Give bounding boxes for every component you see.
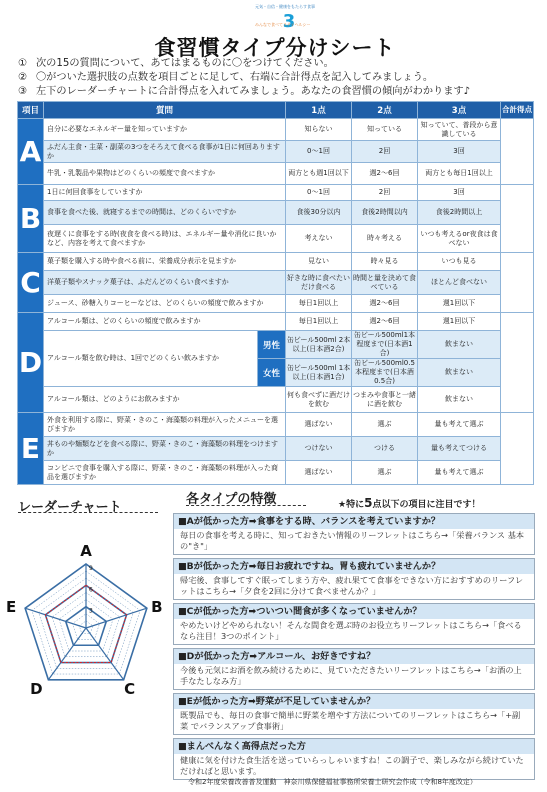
feature-head: ■Eが低かった方➡野菜が不足していませんか？ (174, 694, 534, 709)
header-question: 質問 (44, 102, 286, 119)
table-row (18, 271, 534, 295)
radar-tick-label: 6 (89, 586, 93, 594)
option-2pt[interactable]: 2回 (352, 141, 418, 163)
table-row (18, 413, 534, 437)
instruction-2: ② 〇がついた選択肢の点数を項目ごとに足して、右端に合計得点を記入してみましょう。 (18, 72, 434, 83)
option-2pt[interactable]: つける (352, 437, 418, 461)
header-3pt: 3点 (418, 102, 501, 119)
option-2pt[interactable]: 週2～6回 (352, 163, 418, 185)
radar-chart (0, 520, 172, 720)
option-3pt[interactable]: 量も考えて選ぶ (418, 461, 501, 485)
radar-tick-label: 9 (89, 565, 93, 572)
table-row (18, 141, 534, 163)
option-3pt[interactable]: ほとんど食べない (418, 271, 501, 295)
feature-box-all-high (173, 738, 535, 780)
option-3pt[interactable]: 週1回以下 (418, 313, 501, 331)
total-score-b[interactable] (501, 185, 534, 253)
question: アルコール類は、どのくらいの頻度で飲みますか (44, 313, 286, 331)
feature-box-a (173, 513, 535, 555)
feature-head: ■Cが低かった方➡ついつい間食が多くなっていませんか？ (174, 604, 534, 619)
table-row (18, 253, 534, 271)
option-3pt[interactable]: 飲まない (418, 331, 501, 359)
option-3pt[interactable]: 週1回以下 (418, 295, 501, 313)
attention-note: ★特に5点以下の項目に注目です！ (338, 496, 481, 510)
table-row (18, 185, 534, 201)
radar-spoke (86, 608, 147, 628)
feature-body: 毎日の食事を考える時に、知っておきたい情報のリーフレットはこちら→「栄養バランス 基本の"き"」 (180, 530, 525, 551)
table-row (18, 201, 534, 225)
feature-box-d (173, 648, 535, 690)
group-label-b: B (18, 185, 44, 253)
feature-body: 今後も元気にお酒を飲み続けるために、見ていただきたいリーフレットはこちら→「お酒の上手なたしなみ方」 (180, 665, 522, 686)
table-row (18, 331, 534, 359)
radar-heading-underline (18, 512, 158, 513)
option-3pt[interactable]: 両方とも毎日1回以上 (418, 163, 501, 185)
question: 菓子類を購入する時や食べる前に、栄養成分表示を見ますか (44, 253, 286, 271)
option-2pt[interactable]: 時々見る (352, 253, 418, 271)
option-3pt[interactable]: いつも考えるor夜食は食べない (418, 225, 501, 253)
feature-head: ■Dが低かった方➡アルコール、お好きですね？ (174, 649, 534, 664)
radar-axis-label: B (151, 598, 163, 617)
option-2pt[interactable]: 2回 (352, 185, 418, 201)
option-1pt[interactable]: 毎日1回以上 (286, 313, 352, 331)
option-1pt[interactable]: 選ばない (286, 413, 352, 437)
option-1pt[interactable]: 知らない (286, 119, 352, 141)
question: 食事を食べた後、就寝するまでの時間は、どのくらいですか (44, 201, 286, 225)
question: アルコール類は、どのようにお飲みますか (44, 387, 286, 413)
option-3pt[interactable]: 飲まない (418, 387, 501, 413)
header-total: 合計得点 (501, 102, 534, 119)
option-2pt[interactable]: 食後2時間以内 (352, 201, 418, 225)
option-1pt[interactable]: 見ない (286, 253, 352, 271)
logo-text-top: 元気・自信・健康をもたらす食事 (255, 4, 315, 9)
option-1pt[interactable]: 何も食べずに酒だけを飲む (286, 387, 352, 413)
question: 夜遅くに食事をする時(夜食を食べる時)は、エネルギー量や消化に良いかなど、内容を考えて食べますか (44, 225, 286, 253)
question: 牛乳・乳製品や果物はどのくらいの頻度で食べますか (44, 163, 286, 185)
instruction-3: ③ 左下のレーダーチャートに合計得点を入れてみましょう。あなたの食習慣の傾向がわかります♪ (18, 86, 471, 97)
feature-head: ■Aが低かった方➡食事をする時、バランスを考えていますか？ (174, 514, 534, 529)
header-item: 項目 (18, 102, 44, 119)
sub-label-male: 男性 (258, 331, 286, 359)
option-3pt[interactable]: いつも見る (418, 253, 501, 271)
table-row (18, 461, 534, 485)
question: ふだん主食・主菜・副菜の3つをそろえて食べる食事が1日に何回ありますか (44, 141, 286, 163)
total-score-e[interactable] (501, 413, 534, 485)
question: 1日に何回食事をしていますか (44, 185, 286, 201)
feature-body: やめたいけどやめられない！そんな間食を選ぶ時のお役立ちリーフレットはこちら→「食べるなら注目！3つのポイント」 (180, 620, 522, 641)
radar-axis-label: C (124, 679, 136, 698)
table-row (18, 225, 534, 253)
radar-spoke (86, 628, 124, 680)
question: 外食を利用する際に、野菜・きのこ・海藻類の料理が入ったメニューを選びますか (44, 413, 286, 437)
feature-box-e (173, 693, 535, 735)
option-1pt[interactable]: 選ばない (286, 461, 352, 485)
feature-box-b (173, 558, 535, 600)
feature-head: ■Bが低かった方➡毎日お疲れですね。胃も疲れていませんか？ (174, 559, 534, 574)
logo-number: 3 (282, 11, 296, 32)
questionnaire-table (17, 101, 534, 485)
group-label-e: E (18, 413, 44, 485)
table-row (18, 295, 534, 313)
option-3pt[interactable]: 食後2時間以上 (418, 201, 501, 225)
page-title: 食習慣タイプ分けシート (154, 36, 396, 60)
question: アルコール類を飲む時は、1回でどのくらい飲みますか (44, 331, 258, 387)
campaign-logo (255, 4, 325, 34)
option-3pt[interactable]: 3回 (418, 185, 501, 201)
option-1pt[interactable]: 缶ビール500ml 2本以上(日本酒2合) (286, 331, 352, 359)
radar-axis-label: A (80, 542, 92, 560)
option-2pt[interactable]: 時々考える (352, 225, 418, 253)
radar-axis-label: E (6, 598, 17, 617)
option-2pt[interactable]: 缶ビール500ml0.5本程度まで(日本酒0.5合) (352, 359, 418, 387)
table-row (18, 119, 534, 141)
question: 丼ものや麺類などを食べる際に、野菜・きのこ・海藻類の料理をつけますか (44, 437, 286, 461)
table-header-row (18, 102, 534, 119)
question: コンビニで食事を購入する際に、野菜・きのこ・海藻類の料理が入った商品を選びますか (44, 461, 286, 485)
option-3pt[interactable]: 知っていて、普段から意識している (418, 119, 501, 141)
header-2pt: 2点 (352, 102, 418, 119)
option-3pt[interactable]: 量も考えて選ぶ (418, 413, 501, 437)
option-1pt[interactable]: 考えない (286, 225, 352, 253)
radar-chart-heading: レーダーチャート (18, 500, 122, 515)
logo-text-bottom: みんなで食べてステイヘルシー (255, 22, 311, 27)
option-1pt[interactable]: 好きな時に食べたいだけ食べる (286, 271, 352, 295)
option-3pt[interactable]: 3回 (418, 141, 501, 163)
option-2pt[interactable]: 知っている (352, 119, 418, 141)
total-score-d[interactable] (501, 313, 534, 413)
option-1pt[interactable]: 0～1回 (286, 141, 352, 163)
option-1pt[interactable]: 毎日1回以上 (286, 295, 352, 313)
radar-tick-label: 3 (89, 607, 93, 615)
option-2pt[interactable]: 週2～6回 (352, 295, 418, 313)
feature-body: 既製品でも、毎日の食事で簡単に野菜を増やす方法についてのリーフレットはこちら→「+副菜 でバランスアップ食事術」 (180, 710, 521, 731)
question: 自分に必要なエネルギー量を知っていますか (44, 119, 286, 141)
features-heading: 各タイプの特徴 (186, 492, 277, 507)
option-1pt[interactable]: 缶ビール500ml 1本以上(日本酒1合) (286, 359, 352, 387)
table-row (18, 387, 534, 413)
option-2pt[interactable]: 選ぶ (352, 461, 418, 485)
option-1pt[interactable]: つけない (286, 437, 352, 461)
option-3pt[interactable]: 量も考えてつける (418, 437, 501, 461)
radar-tick-labels (89, 565, 93, 615)
feature-body: 帰宅後、食事してすぐ眠ってしまう方や、疲れ果てて食事をできない方におすすめのリーフレットはこちら→「夕食を2回に分けて食べませんか？」 (180, 575, 524, 596)
sub-label-female: 女性 (258, 359, 286, 387)
header-1pt: 1点 (286, 102, 352, 119)
group-label-c: C (18, 253, 44, 313)
group-label-d: D (18, 313, 44, 413)
feature-head: ■まんべんなく高得点だった方 (174, 739, 534, 754)
table-row (18, 163, 534, 185)
instruction-1: ① 次の15の質問について、あてはまるものに〇をつけてください。 (18, 58, 334, 69)
option-2pt[interactable]: つまみや食事と一緒に酒を飲む (352, 387, 418, 413)
question: ジュース、砂糖入りコーヒーなどは、どのくらいの頻度で飲みますか (44, 295, 286, 313)
option-2pt[interactable]: 時間と量を決めて食べている (352, 271, 418, 295)
option-1pt[interactable]: 食後30分以内 (286, 201, 352, 225)
feature-body: 健康に気を付けた食生活を送っていらっしゃいますね！この調子で、楽しみながら続けていただければと思います。 (180, 755, 524, 776)
table-row (18, 313, 534, 331)
radar-axis-label: D (30, 679, 43, 698)
feature-box-c (173, 603, 535, 645)
option-2pt[interactable]: 週2～6回 (352, 313, 418, 331)
table-row (18, 437, 534, 461)
radar-grid (25, 564, 147, 680)
type-feature-list (173, 513, 535, 783)
total-score-a[interactable] (501, 119, 534, 185)
option-2pt[interactable]: 選ぶ (352, 413, 418, 437)
footer-credit: 令和2年度栄養改善普及運動 神奈川県保健福祉事務所栄養士研究会作成（令和8年度改定） (188, 778, 477, 786)
option-2pt[interactable]: 缶ビール500ml1本程度まで(日本酒1合) (352, 331, 418, 359)
radar-spoke (48, 628, 86, 680)
option-3pt[interactable]: 飲まない (418, 359, 501, 387)
option-1pt[interactable]: 0～1回 (286, 185, 352, 201)
features-heading-underline (186, 505, 306, 506)
total-score-c[interactable] (501, 253, 534, 313)
option-1pt[interactable]: 両方とも週1回以下 (286, 163, 352, 185)
question: 洋菓子類やスナック菓子は、ふだんどのくらい食べますか (44, 271, 286, 295)
group-label-a: A (18, 119, 44, 185)
